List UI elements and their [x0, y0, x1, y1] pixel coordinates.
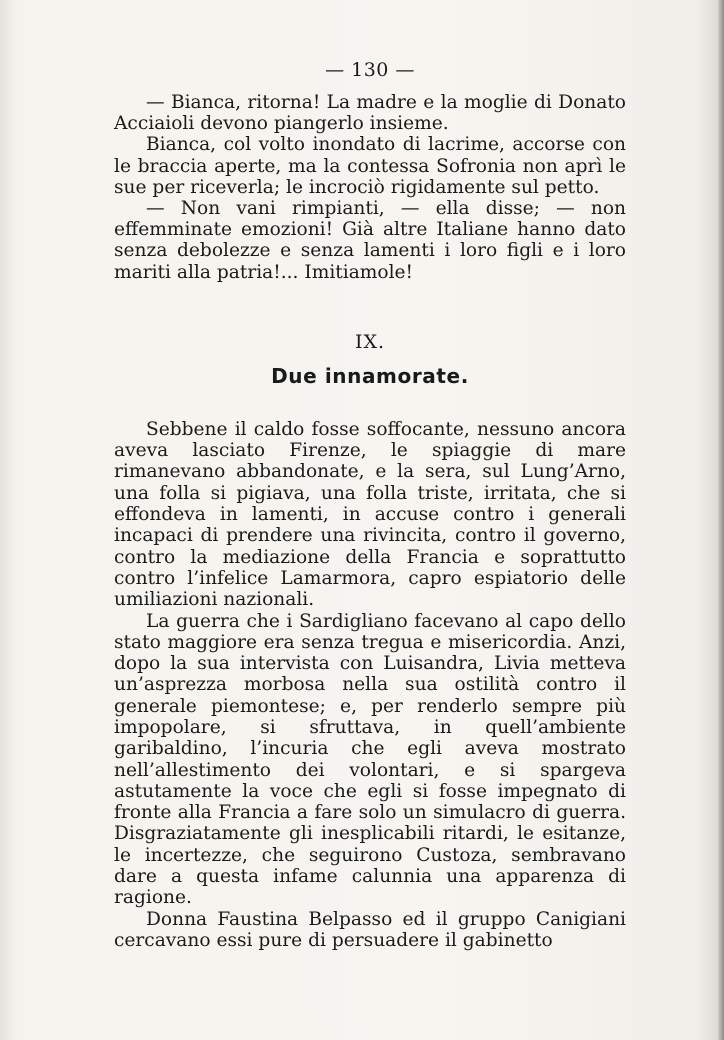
- paragraph-opening-2: Bianca, col volto inondato di lacrime, accorse con le braccia aperte, ma la contessa Sofronia non aprì le sue per riceverla; le incrociò rigidamente sul petto.: [114, 134, 626, 198]
- chapter-title: Due innamorate.: [271, 363, 469, 388]
- text-block: [114, 58, 626, 951]
- page-edge-shadow: [718, 0, 724, 1040]
- paragraph-body-3: Donna Faustina Belpasso ed il gruppo Canigiani cercavano essi pure di persuadere il gabinetto: [114, 908, 626, 951]
- page-number: — 130 —: [325, 59, 415, 81]
- paragraph-opening-1: — Bianca, ritorna! La madre e la moglie di Donato Acciaioli devono piangerlo insieme.: [114, 92, 626, 135]
- paragraph-opening-3: — Non vani rimpianti, — ella disse; — non effemminate emozioni! Già altre Italiane hanno dato senza debolezze e senza lamenti i loro figli e i loro mariti alla patria!... Imitiamole!: [114, 198, 626, 283]
- paragraph-body-2: La guerra che i Sardigliano facevano al capo dello stato maggiore era senza tregua e misericordia. Anzi, dopo la sua intervista con Luisandra, Livia metteva un’asprezza morbosa nella sua ostilità contro il generale piemontese; e, per renderlo sempre più impopolare, si sfruttava, in quell’ambiente garibaldino, l’incuria che egli aveva mostrato nell’allestimento dei volontari, e si spargeva astutamente la voce che egli si fosse impegnato di fronte alla Francia a fare solo un simulacro di guerra. Disgraziatamente gli inesplicabili ritardi, le esitanze, le incertezze, che seguirono Custoza, sembravano dare a questa infame calunnia una apparenza di ragione.: [114, 610, 626, 909]
- paragraph-body-1: Sebbene il caldo fosse soffocante, nessuno ancora aveva lasciato Firenze, le spiaggie di mare rimanevano abbandonate, e la sera, sul Lung’Arno, una folla si pigiava, una folla triste, irritata, che si effondeva in lamenti, in accuse contro i generali incapaci di prendere una rivincita, contro il governo, contro la mediazione della Francia e soprattutto contro l’infelice Lamarmora, capro espiatorio delle umiliazioni nazionali.: [114, 418, 626, 611]
- chapter-number: IX.: [354, 330, 386, 353]
